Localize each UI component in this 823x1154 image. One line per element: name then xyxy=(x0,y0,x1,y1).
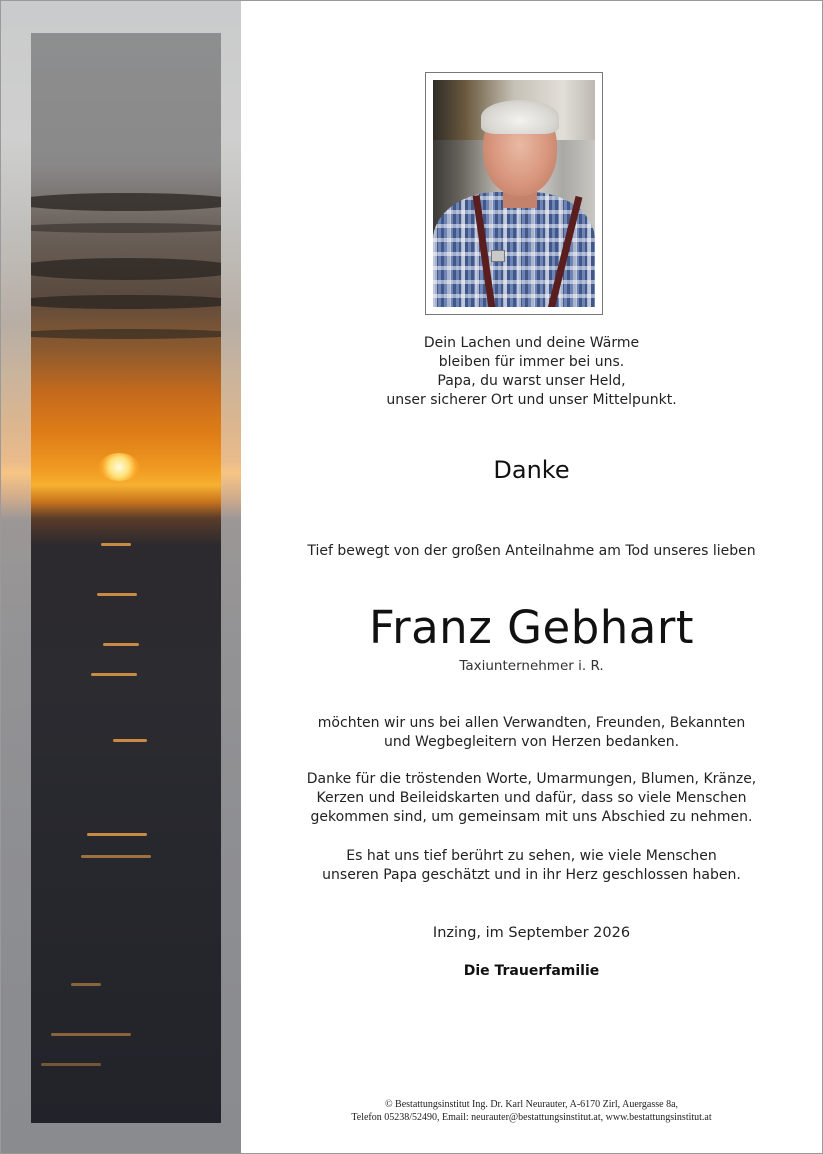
water-glint xyxy=(113,739,147,742)
water-glint xyxy=(103,643,139,646)
paragraph-line: Es hat uns tief berührt zu sehen, wie viele Menschen xyxy=(346,848,717,864)
water-glint xyxy=(101,543,131,546)
cloud xyxy=(31,258,221,280)
suspender-clip xyxy=(491,250,505,262)
place-and-date: Inzing, im September 2026 xyxy=(432,925,631,941)
footer-line: © Bestattungsinstitut Ing. Dr. Karl Neurauter, A-6170 Zirl, Auergasse 8a, xyxy=(384,1099,679,1110)
cloud xyxy=(31,193,221,211)
water-glint xyxy=(87,833,147,836)
paragraph-line: Kerzen und Beileidskarten und dafür, dass so viele Menschen xyxy=(316,790,747,806)
verse-line: Papa, du warst unser Held, xyxy=(437,373,626,389)
hair xyxy=(481,100,559,134)
water-glint xyxy=(71,983,101,986)
paragraph-line: gekommen sind, um gemeinsam mit uns Abschied zu nehmen. xyxy=(310,809,753,825)
funeral-home-footer xyxy=(241,1098,822,1124)
signature: Die Trauerfamilie xyxy=(463,963,600,979)
paragraph-line: unseren Papa geschätzt und in ihr Herz geschlossen haben. xyxy=(322,867,741,883)
portrait-frame xyxy=(425,72,603,315)
intro-line: Tief bewegt von der großen Anteilnahme am Tod unseres lieben xyxy=(307,543,756,559)
water-glint xyxy=(81,855,151,858)
thanks-paragraph xyxy=(241,847,822,885)
verse-line: unser sicherer Ort und unser Mittelpunkt. xyxy=(386,392,677,408)
verse-line: Dein Lachen und deine Wärme xyxy=(423,335,640,351)
paragraph-line: möchten wir uns bei allen Verwandten, Freunden, Bekannten xyxy=(317,715,746,731)
checked-shirt xyxy=(433,192,595,307)
deceased-profession: Taxiunternehmer i. R. xyxy=(459,658,604,674)
cloud xyxy=(31,295,221,309)
verse-line: bleiben für immer bei uns. xyxy=(438,354,625,370)
paragraph-line: und Wegbegleitern von Herzen bedanken. xyxy=(383,734,680,750)
cloud xyxy=(31,329,221,339)
portrait-photo xyxy=(433,80,595,307)
cloud xyxy=(31,223,221,233)
footer-line: Telefon 05238/52490, Email: neurauter@bestattungsinstitut.at, www.bestattungsinstitut.at xyxy=(351,1112,712,1123)
water-glint xyxy=(91,673,137,676)
water-glint xyxy=(41,1063,101,1066)
water-glint xyxy=(97,593,137,596)
sun xyxy=(99,453,139,481)
water-glint xyxy=(51,1033,131,1036)
paragraph-line: Danke für die tröstenden Worte, Umarmungen, Blumen, Kränze, xyxy=(306,771,757,787)
thanks-paragraph xyxy=(241,770,822,827)
memorial-verse xyxy=(241,334,822,410)
sunset-image xyxy=(31,33,221,1123)
deceased-name: Franz Gebhart xyxy=(369,601,694,654)
thanks-paragraph xyxy=(241,714,822,752)
heading-danke: Danke xyxy=(493,456,570,484)
